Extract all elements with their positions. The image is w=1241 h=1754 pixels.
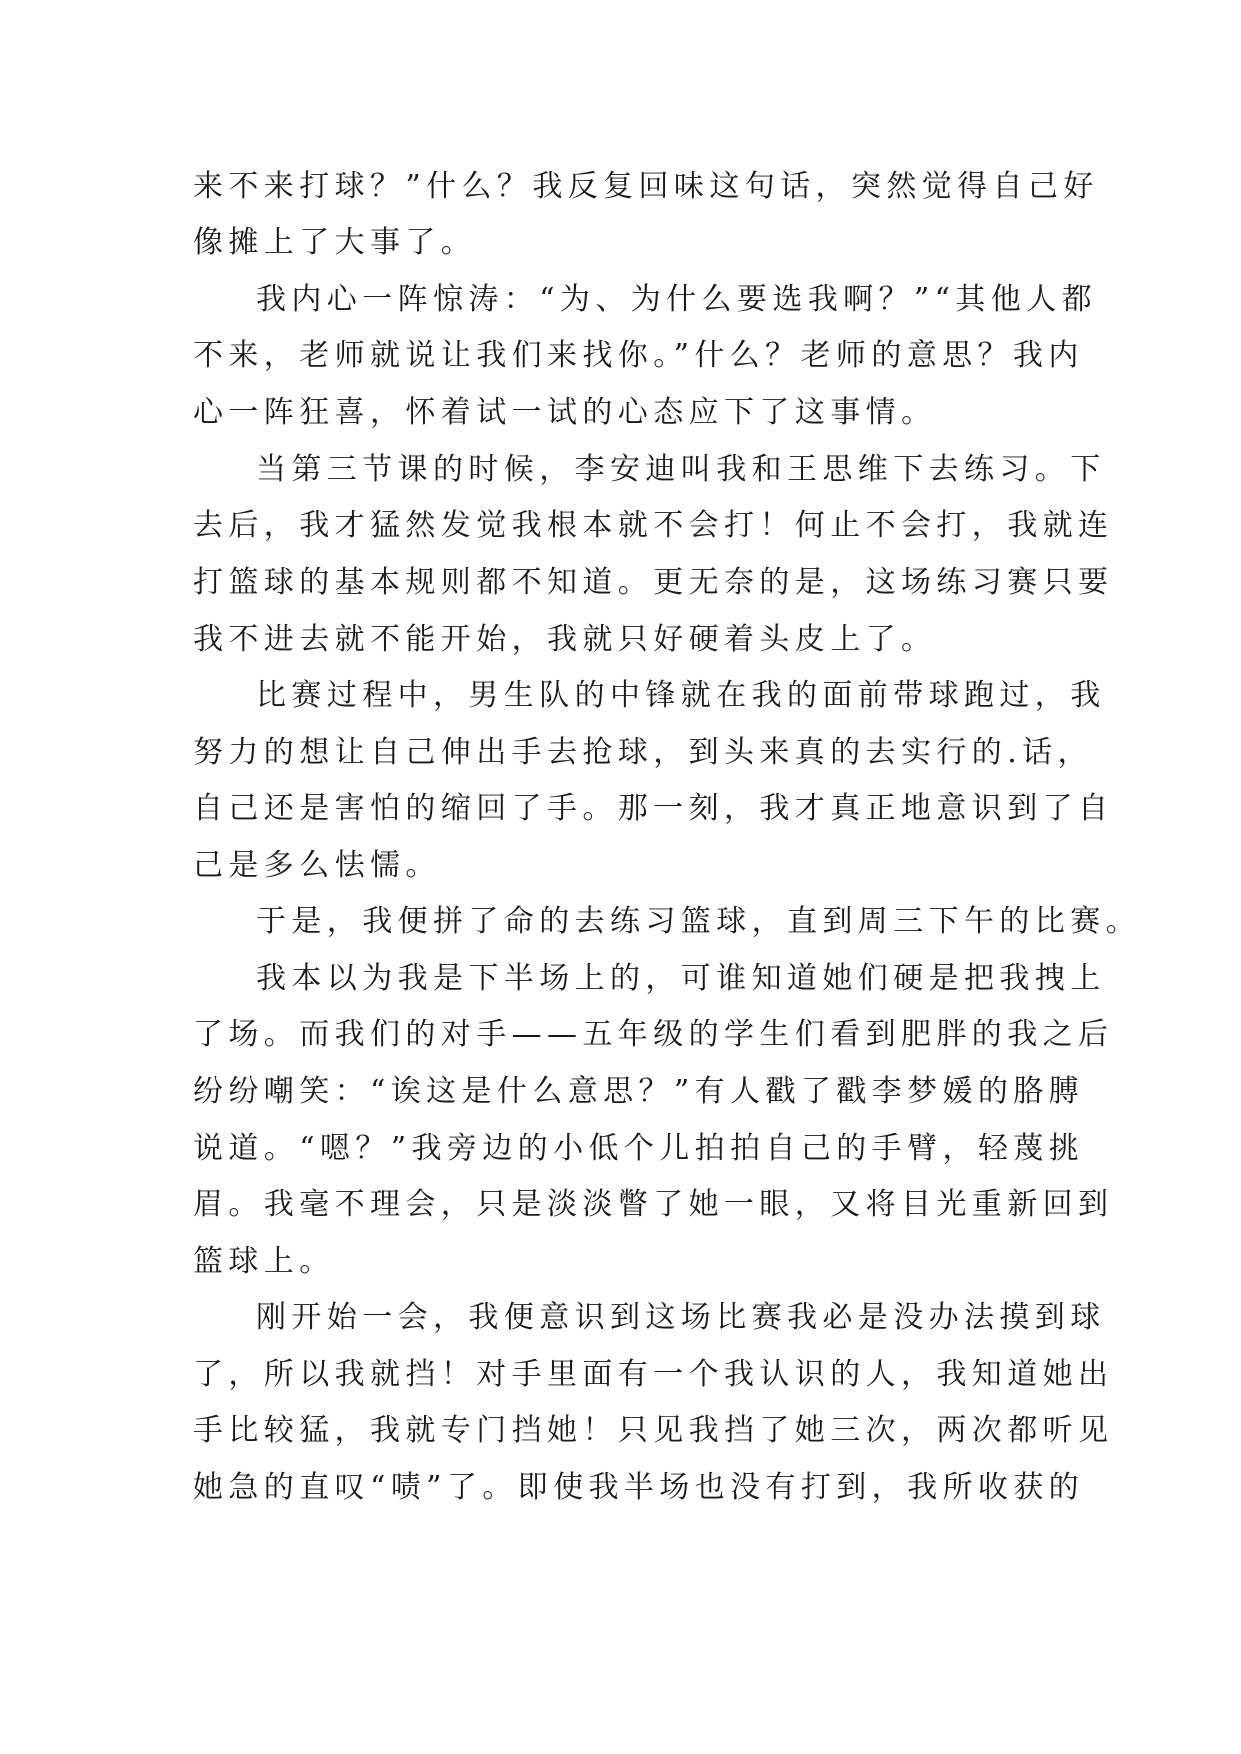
text-line: 了场。而我们的对手——五年级的学生们看到肥胖的我之后 [193,1017,1114,1052]
text-line: 己是多么怯懦。 [193,848,441,883]
paragraph-first-line: 刚开始一会，我便意识到这场比赛我必是没办法摸到球 [256,1300,1106,1335]
text-line: 我不进去就不能开始，我就只好硬着头皮上了。 [193,622,937,657]
paragraph-first-line: 比赛过程中，男生队的中锋就在我的面前带球跑过，我 [256,678,1106,713]
paragraph-first-line: 于是，我便拼了命的去练习篮球，直到周三下午的比赛。 [256,904,1141,939]
text-line: 了，所以我就挡！对手里面有一个我认识的人，我知道她出 [193,1357,1114,1392]
text-line: 她急的直叹“啧”了。即使我半场也没有打到，我所收获的 [193,1470,1085,1505]
paragraph-first-line: 我内心一阵惊涛：“为、为什么要选我啊？”“其他人都 [256,282,1098,317]
text-line: 努力的想让自己伸出手去抢球，到头来真的去实行的.话， [193,735,1093,770]
text-line: 来不来打球？”什么？我反复回味这句话，突然觉得自己好 [193,169,1099,204]
text-line: 篮球上。 [193,1244,335,1279]
text-line: 打篮球的基本规则都不知道。更无奈的是，这场练习赛只要 [193,565,1114,600]
text-line: 心一阵狂喜，怀着试一试的心态应下了这事情。 [193,395,937,430]
text-line: 眉。我毫不理会，只是淡淡瞥了她一眼，又将目光重新回到 [193,1187,1114,1222]
text-line: 自己还是害怕的缩回了手。那一刻，我才真正地意识到了自 [193,791,1114,826]
text-line: 纷纷嘲笑：“诶这是什么意思？”有人戳了戳李梦媛的胳膊 [193,1074,1085,1109]
text-line: 像摊上了大事了。 [193,225,477,260]
text-line: 不来，老师就说让我们来找你。”什么？老师的意思？我内 [193,338,1084,373]
text-line: 手比较猛，我就专门挡她！只见我挡了她三次，两次都听见 [193,1413,1114,1448]
paragraph-first-line: 我本以为我是下半场上的，可谁知道她们硬是把我拽上 [256,961,1106,996]
text-line: 说道。“嗯？”我旁边的小低个儿拍拍自己的手臂，轻蔑挑 [193,1131,1085,1166]
text-line: 去后，我才猛然发觉我根本就不会打！何止不会打，我就连 [193,508,1114,543]
paragraph-first-line: 当第三节课的时候，李安迪叫我和王思维下去练习。下 [256,452,1106,487]
